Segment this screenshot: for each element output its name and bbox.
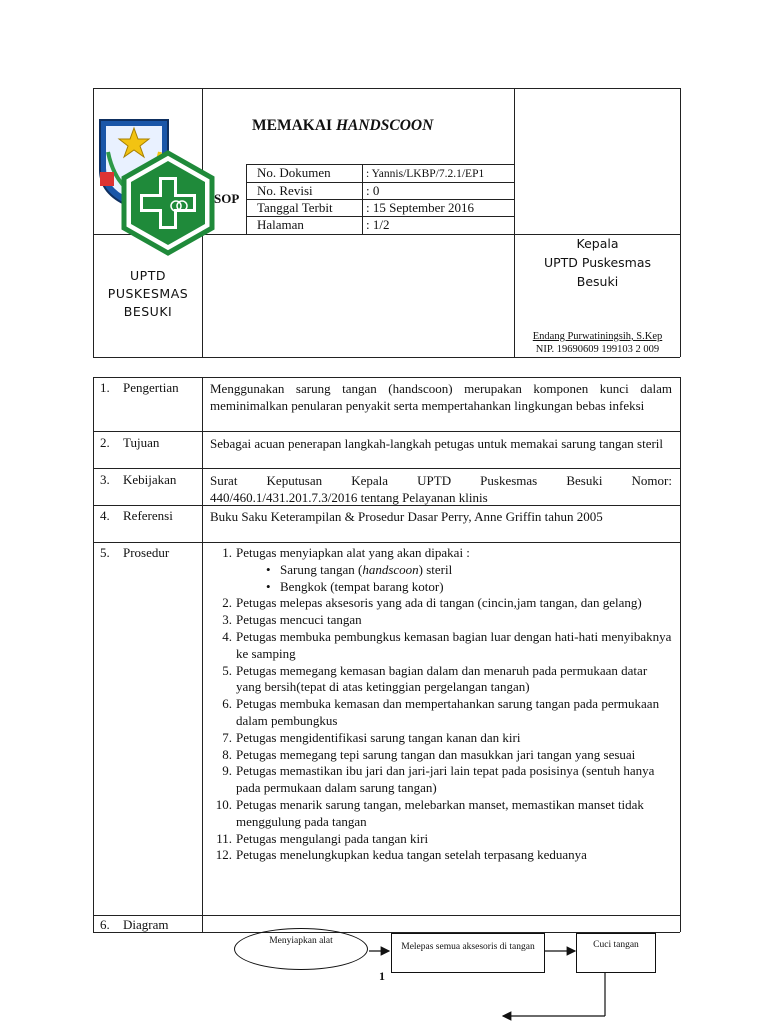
row-text-tujuan: Sebagai acuan penerapan langkah-langkah petugas untuk memakai sarung tangan steril bbox=[210, 436, 664, 451]
flow-node-menyiapkan-label: Menyiapkan alat bbox=[269, 936, 333, 946]
step-number: 3. bbox=[222, 612, 232, 628]
step-number: 10. bbox=[215, 796, 232, 812]
org-line-1: UPTD bbox=[130, 268, 166, 283]
flow-node-menyiapkan bbox=[234, 928, 368, 970]
meta-value-revisi: : 0 bbox=[366, 183, 380, 198]
step-text: Petugas memegang kemasan bagian dalam dan menaruh pada permukaan datar yang bersih(tepat di atas ketinggian pergelangan tangan) bbox=[236, 662, 648, 695]
meta-value-doc: : Yannis/LKBP/7.2.1/EP1 bbox=[366, 168, 485, 180]
procedure-step bbox=[210, 797, 672, 831]
document-title-italic: HANDSCOON bbox=[335, 117, 434, 134]
flow-node-cuci-label: Cuci tangan bbox=[593, 940, 639, 950]
step-text: Petugas memegang tepi sarung tangan dan masukkan jari tangan yang sesuai bbox=[236, 746, 636, 762]
step-number: 8. bbox=[222, 746, 232, 762]
step-text: Petugas menelungkupkan kedua tangan setelah terpasang keduanya bbox=[236, 847, 587, 863]
row-label-prosedur: Prosedur bbox=[123, 545, 170, 560]
equipment-item: • Sarung tangan (handscoon) steril bbox=[266, 562, 672, 579]
procedure-step bbox=[210, 595, 672, 612]
step-text: Petugas menyiapkan alat yang akan dipakai : bbox=[236, 545, 470, 560]
row-label-tujuan: Tujuan bbox=[123, 435, 160, 450]
signer-name: Endang Purwatiningsih, S.Kep bbox=[532, 331, 663, 342]
step-number: 11. bbox=[216, 830, 232, 846]
row-label-referensi: Referensi bbox=[123, 508, 173, 523]
head-line-3: Besuki bbox=[576, 274, 619, 289]
procedure-step bbox=[210, 612, 672, 629]
step-text: Petugas mengulangi pada tangan kiri bbox=[236, 830, 429, 846]
flow-node-melepas-label: Melepas semua aksesoris di tangan bbox=[401, 942, 535, 952]
procedure-step bbox=[210, 847, 672, 864]
flow-marker: 1 bbox=[379, 969, 385, 983]
step-text: Petugas menarik sarung tangan, melebarkan manset, memastikan manset tidak menggulung pada tangan bbox=[236, 796, 644, 829]
procedure-step bbox=[210, 831, 672, 848]
document-title-plain: MEMAKAI bbox=[252, 117, 333, 134]
step-number: 4. bbox=[222, 628, 232, 644]
step-number: 12. bbox=[215, 847, 232, 863]
row-label-diagram: Diagram bbox=[123, 917, 169, 932]
procedure-step bbox=[210, 747, 672, 764]
meta-value-tanggal: : 15 September 2016 bbox=[366, 200, 474, 215]
step-number: 5. bbox=[222, 662, 232, 678]
flow-node-melepas bbox=[391, 933, 545, 973]
sop-label: SOP bbox=[214, 191, 240, 206]
row-num-2: 2. bbox=[100, 435, 110, 450]
signer-nip: NIP. 19690609 199103 2 009 bbox=[535, 344, 660, 355]
step-text: Petugas membuka kemasan dan mempertahankan sarung tangan pada permukaan dalam pembungkus bbox=[236, 696, 660, 728]
row-label-kebijakan: Kebijakan bbox=[123, 472, 177, 487]
row-num-6: 6. bbox=[100, 917, 110, 932]
head-line-2: UPTD Puskesmas bbox=[543, 255, 652, 270]
meta-label-halaman: Halaman bbox=[257, 217, 304, 232]
procedure-list bbox=[210, 545, 672, 864]
step-number: 6. bbox=[222, 696, 232, 712]
row-num-3: 3. bbox=[100, 472, 110, 487]
procedure-step bbox=[210, 663, 672, 697]
procedure-step bbox=[210, 545, 672, 595]
row-text-kebijakan-1: Surat Keputusan Kepala UPTD Puskesmas Besuki Nomor: bbox=[210, 473, 672, 488]
step-text: Petugas membuka pembungkus kemasan bagian luar dengan hati-hati menyibaknya ke samping bbox=[236, 628, 672, 661]
step-number: 7. bbox=[222, 729, 232, 745]
step-text: Petugas mengidentifikasi sarung tangan kanan dan kiri bbox=[236, 729, 521, 745]
row-text-pengertian: Menggunakan sarung tangan (handscoon) merupakan komponen kunci dalam meminimalkan penularan penyakit serta mempertahankan lingkungan bebas infeksi bbox=[210, 381, 672, 413]
row-num-5: 5. bbox=[100, 545, 110, 560]
equipment-item: • Bengkok (tempat barang kotor) bbox=[266, 579, 672, 596]
procedure-step bbox=[210, 730, 672, 747]
procedure-step bbox=[210, 763, 672, 797]
meta-label-tanggal: Tanggal Terbit bbox=[257, 200, 333, 215]
org-line-3: BESUKI bbox=[123, 304, 173, 319]
meta-label-doc: No. Dokumen bbox=[257, 165, 331, 180]
meta-label-revisi: No. Revisi bbox=[257, 183, 313, 198]
row-text-referensi: Buku Saku Keterampilan & Prosedur Dasar Perry, Anne Griffin tahun 2005 bbox=[210, 509, 603, 524]
row-text-kebijakan-2: 440/460.1/431.201.7.3/2016 tentang Pelayanan klinis bbox=[210, 490, 488, 505]
step-text: Petugas memastikan ibu jari dan jari-jari lain tepat pada posisinya (sentuh hanya pada permukaan dalam sarung tangan) bbox=[236, 763, 655, 796]
document-title bbox=[252, 117, 433, 135]
step-number: 2. bbox=[222, 595, 232, 611]
org-block bbox=[94, 267, 202, 321]
step-text: Petugas melepas aksesoris yang ada di tangan (cincin,jam tangan, dan gelang) bbox=[236, 595, 642, 611]
procedure-step bbox=[210, 696, 672, 730]
puskesmas-logo-icon bbox=[120, 150, 216, 256]
row-num-1: 1. bbox=[100, 380, 110, 395]
row-label-pengertian: Pengertian bbox=[123, 380, 179, 395]
step-number: 9. bbox=[222, 763, 232, 779]
row-num-4: 4. bbox=[100, 508, 110, 523]
flow-node-cuci bbox=[576, 933, 656, 973]
step-number: 1. bbox=[222, 545, 232, 560]
procedure-step bbox=[210, 629, 672, 663]
head-block bbox=[515, 234, 680, 291]
equipment-list bbox=[236, 562, 672, 596]
head-line-1: Kepala bbox=[576, 236, 619, 251]
step-text: Petugas mencuci tangan bbox=[236, 612, 362, 628]
meta-value-halaman: : 1/2 bbox=[366, 217, 390, 232]
org-line-2: PUSKESMAS bbox=[107, 286, 189, 301]
